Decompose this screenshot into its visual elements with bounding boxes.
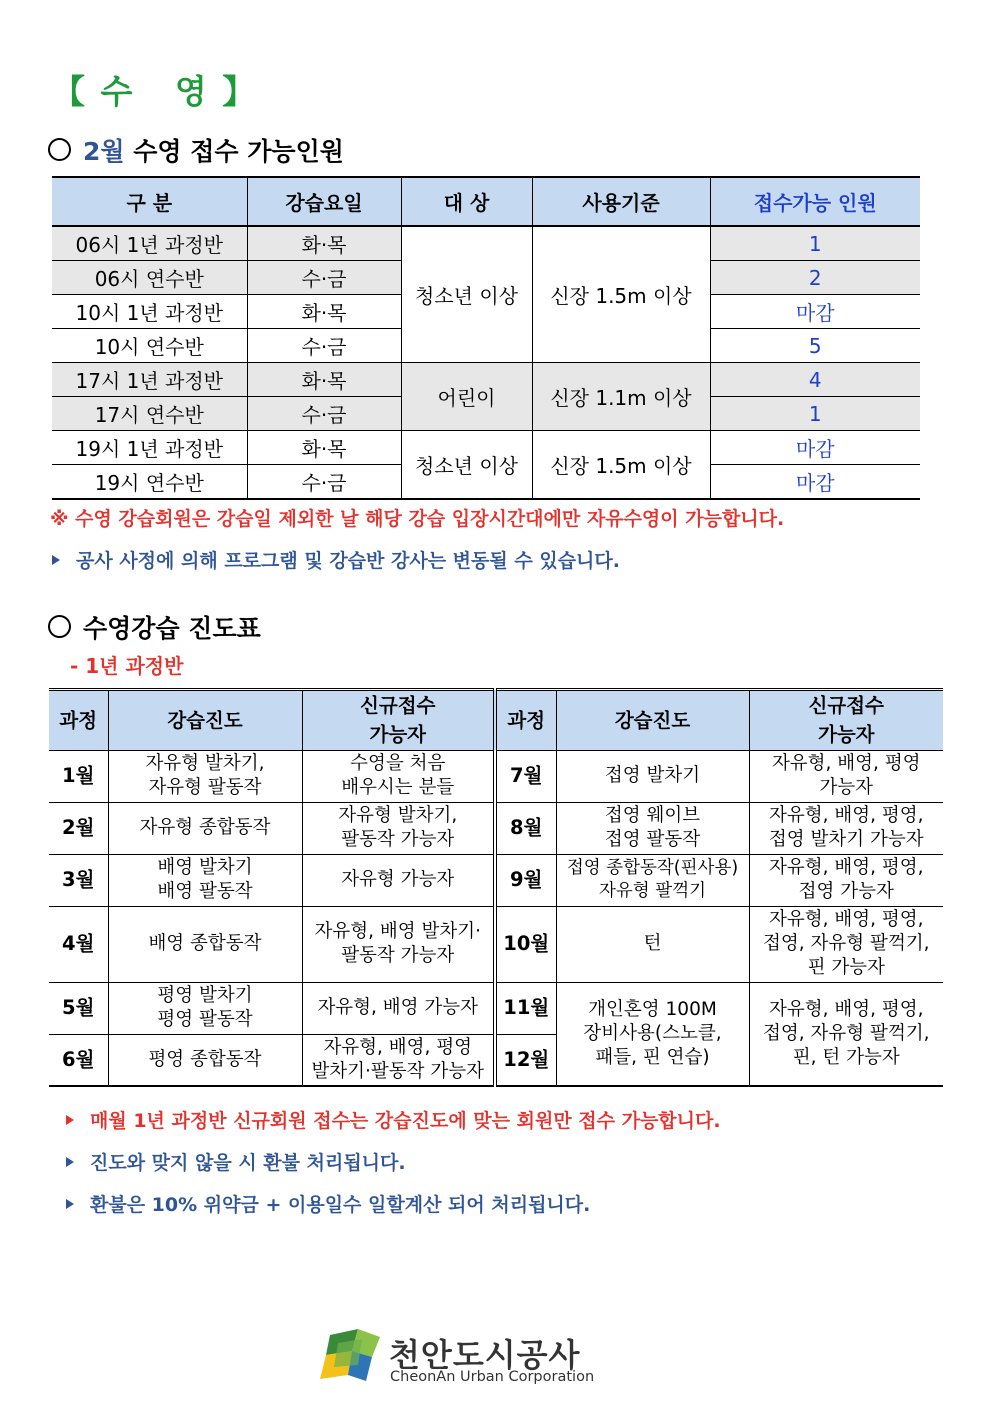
course-name: 17시 연수반 bbox=[52, 397, 247, 431]
progress-cell: 배영 종합동작 bbox=[108, 906, 302, 982]
course-name: 17시 1년 과정반 bbox=[52, 363, 247, 397]
month-highlight: 2월 bbox=[83, 137, 125, 166]
header-month: 과정 bbox=[49, 690, 108, 751]
progress-cell: 접영 웨이브 접영 팔동작 bbox=[556, 802, 749, 854]
course-days: 수·금 bbox=[247, 329, 401, 363]
triangle-bullet-icon bbox=[52, 555, 60, 565]
header-eligible: 신규접수 가능자 bbox=[302, 690, 495, 751]
header-capacity: 접수가능 인원 bbox=[710, 177, 920, 226]
course-days: 화·목 bbox=[247, 431, 401, 465]
note-text: 매월 1년 과정반 신규회원 접수는 강습진도에 맞는 회원만 접수 가능합니다. bbox=[90, 1110, 721, 1132]
table-row bbox=[49, 906, 943, 982]
course-days: 수·금 bbox=[247, 397, 401, 431]
refund-note bbox=[66, 1148, 406, 1175]
capacity-count: 4 bbox=[710, 363, 920, 397]
eligible-cell: 자유형 발차기, 팔동작 가능자 bbox=[302, 802, 495, 854]
logo-english-name: CheonAn Urban Corporation bbox=[390, 1369, 595, 1385]
header-progress: 강습진도 bbox=[108, 690, 302, 751]
eligible-cell: 수영을 처음 배우시는 분들 bbox=[302, 750, 495, 802]
month-cell: 2월 bbox=[49, 802, 108, 854]
progress-cell: 자유형 발차기, 자유형 팔동작 bbox=[108, 750, 302, 802]
month-cell: 5월 bbox=[49, 982, 108, 1034]
month-cell: 9월 bbox=[495, 854, 556, 906]
eligible-cell: 자유형, 배영 가능자 bbox=[302, 982, 495, 1034]
course-days: 수·금 bbox=[247, 465, 401, 500]
note-text: 공사 사정에 의해 프로그램 및 강습반 강사는 변동될 수 있습니다. bbox=[76, 550, 620, 572]
table-row bbox=[49, 750, 943, 802]
header-category: 구 분 bbox=[52, 177, 247, 226]
header-days: 강습요일 bbox=[247, 177, 401, 226]
month-cell: 10월 bbox=[495, 906, 556, 982]
note-text: 환불은 10% 위약금 + 이용일수 일할계산 되어 처리됩니다. bbox=[90, 1194, 591, 1216]
course-days: 화·목 bbox=[247, 295, 401, 329]
height-standard: 신장 1.1m 이상 bbox=[532, 363, 710, 431]
table-row bbox=[49, 982, 943, 1034]
logo-korean-name: 천안도시공사 bbox=[389, 1336, 581, 1374]
triangle-bullet-icon bbox=[66, 1115, 74, 1125]
target-group: 어린이 bbox=[401, 363, 532, 431]
section-title-text: 수영강습 진도표 bbox=[83, 614, 261, 643]
eligible-cell: 자유형, 배영 발차기· 팔동작 가능자 bbox=[302, 906, 495, 982]
signup-note bbox=[66, 1106, 721, 1133]
target-group: 청소년 이상 bbox=[401, 226, 532, 363]
table-row bbox=[52, 431, 920, 465]
corporation-logo-icon bbox=[318, 1327, 384, 1385]
free-swim-warning: ※ 수영 강습회원은 강습일 제외한 날 해당 강습 입장시간대에만 자유수영이 가능합니다. bbox=[50, 508, 785, 530]
month-cell: 4월 bbox=[49, 906, 108, 982]
eligible-cell: 자유형 가능자 bbox=[302, 854, 495, 906]
header-eligible: 신규접수 가능자 bbox=[749, 690, 943, 751]
month-cell: 8월 bbox=[495, 802, 556, 854]
height-standard: 신장 1.5m 이상 bbox=[532, 226, 710, 363]
circle-bullet-icon bbox=[48, 615, 71, 638]
eligible-cell: 자유형, 배영, 평영, 접영, 자유형 팔꺽기, 핀, 턴 가능자 bbox=[749, 982, 943, 1086]
header-standard: 사용기준 bbox=[532, 177, 710, 226]
course-name: 06시 연수반 bbox=[52, 261, 247, 295]
course-days: 수·금 bbox=[247, 261, 401, 295]
progress-cell: 턴 bbox=[556, 906, 749, 982]
section-title-progress bbox=[48, 609, 261, 645]
capacity-count: 1 bbox=[710, 397, 920, 431]
triangle-bullet-icon bbox=[66, 1199, 74, 1209]
progress-cell: 평영 발차기 평영 팔동작 bbox=[108, 982, 302, 1034]
month-cell: 7월 bbox=[495, 750, 556, 802]
capacity-count: 2 bbox=[710, 261, 920, 295]
course-name: 10시 1년 과정반 bbox=[52, 295, 247, 329]
table-row bbox=[49, 802, 943, 854]
circle-bullet-icon bbox=[48, 138, 71, 161]
page-heading: 【 수 영 】 bbox=[52, 72, 258, 111]
course-subtitle: - 1년 과정반 bbox=[70, 654, 184, 678]
capacity-count: 마감 bbox=[710, 431, 920, 465]
header-target: 대 상 bbox=[401, 177, 532, 226]
progress-cell: 자유형 종합동작 bbox=[108, 802, 302, 854]
progress-cell: 평영 종합동작 bbox=[108, 1034, 302, 1086]
month-cell: 11월 bbox=[495, 982, 556, 1034]
target-group: 청소년 이상 bbox=[401, 431, 532, 500]
eligible-cell: 자유형, 배영, 평영 가능자 bbox=[749, 750, 943, 802]
eligible-cell: 자유형, 배영, 평영, 접영 가능자 bbox=[749, 854, 943, 906]
eligible-cell: 자유형, 배영, 평영, 접영 발차기 가능자 bbox=[749, 802, 943, 854]
note-text: 진도와 맞지 않을 시 환불 처리됩니다. bbox=[90, 1152, 406, 1174]
course-days: 화·목 bbox=[247, 226, 401, 261]
penalty-note bbox=[66, 1190, 590, 1217]
course-days: 화·목 bbox=[247, 363, 401, 397]
capacity-count: 1 bbox=[710, 226, 920, 261]
progress-cell: 접영 발차기 bbox=[556, 750, 749, 802]
table-row bbox=[49, 854, 943, 906]
header-month: 과정 bbox=[495, 690, 556, 751]
section-title-text: 수영 접수 가능인원 bbox=[133, 137, 344, 166]
month-cell: 3월 bbox=[49, 854, 108, 906]
header-progress: 강습진도 bbox=[556, 690, 749, 751]
progress-table bbox=[49, 688, 943, 1087]
table-row bbox=[52, 363, 920, 397]
course-name: 06시 1년 과정반 bbox=[52, 226, 247, 261]
course-name: 10시 연수반 bbox=[52, 329, 247, 363]
capacity-count: 마감 bbox=[710, 295, 920, 329]
eligible-cell: 자유형, 배영, 평영 발차기·팔동작 가능자 bbox=[302, 1034, 495, 1086]
progress-cell: 개인혼영 100M 장비사용(스노클, 패들, 핀 연습) bbox=[556, 982, 749, 1086]
eligible-cell: 자유형, 배영, 평영, 접영, 자유형 팔꺽기, 핀 가능자 bbox=[749, 906, 943, 982]
progress-cell: 배영 발차기 배영 팔동작 bbox=[108, 854, 302, 906]
course-name: 19시 1년 과정반 bbox=[52, 431, 247, 465]
table-row bbox=[52, 226, 920, 261]
progress-cell: 접영 종합동작(핀사용) 자유형 팔꺽기 bbox=[556, 854, 749, 906]
capacity-count: 5 bbox=[710, 329, 920, 363]
height-standard: 신장 1.5m 이상 bbox=[532, 431, 710, 500]
capacity-count: 마감 bbox=[710, 465, 920, 500]
month-cell: 1월 bbox=[49, 750, 108, 802]
section-title-capacity bbox=[48, 132, 344, 168]
capacity-table bbox=[52, 176, 920, 500]
schedule-change-note bbox=[52, 546, 620, 573]
month-cell: 6월 bbox=[49, 1034, 108, 1086]
course-name: 19시 연수반 bbox=[52, 465, 247, 500]
month-cell: 12월 bbox=[495, 1034, 556, 1086]
triangle-bullet-icon bbox=[66, 1157, 74, 1167]
